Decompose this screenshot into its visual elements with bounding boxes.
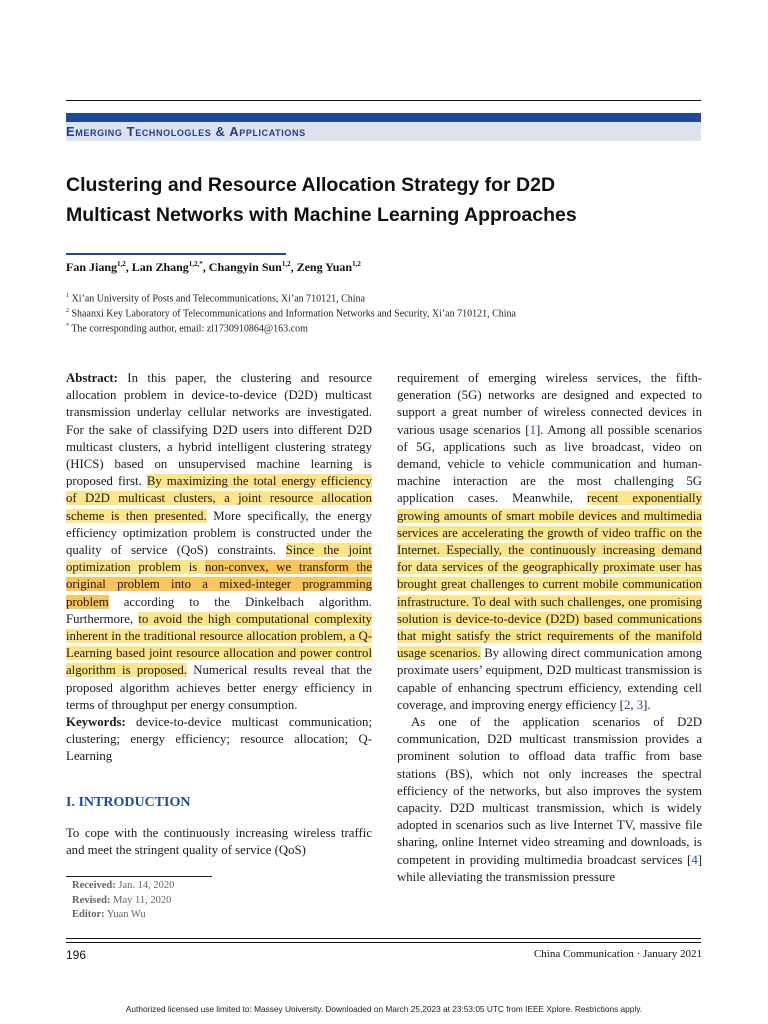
footnote-label: Revised: (72, 894, 111, 906)
citation-link[interactable]: 3 (636, 697, 644, 712)
affiliation-mark: 1 (66, 293, 69, 299)
left-column (66, 370, 372, 766)
intro-paragraph-2 (397, 714, 702, 886)
author-separator: , (290, 260, 297, 274)
top-rule (66, 100, 701, 101)
abstract (66, 370, 372, 714)
author-name: Lan Zhang (131, 260, 189, 274)
page-number: 196 (66, 948, 87, 962)
affiliation-2 (66, 308, 516, 319)
author-name: Zeng Yuan (296, 260, 353, 274)
citation-link[interactable]: 1 (529, 422, 536, 437)
highlight-annotation-strong[interactable]: non-convex, we transform the original problem into a mixed-integer programming problem (66, 560, 373, 609)
footer-rule-secondary (66, 942, 701, 943)
title-underline (66, 253, 286, 255)
author-affiliation-mark: 1,2,* (188, 260, 203, 268)
footnote-received (72, 879, 174, 894)
section-heading-introduction: I. INTRODUCTION (66, 795, 191, 810)
citation-link[interactable]: 2 (623, 697, 631, 712)
citation-link[interactable]: 4 (691, 852, 698, 867)
highlight-annotation[interactable]: Since the joint optimization problem is (66, 543, 372, 575)
abstract-text: More specifically, the energy efficiency optimization problem is constructed under the quality of service (QoS) constraints. (66, 508, 372, 558)
right-column (397, 370, 702, 886)
author-affiliation-mark: 1,2 (352, 260, 361, 268)
body-text: ]. (643, 697, 651, 712)
footnote-label: Received: (72, 880, 116, 891)
affiliation-mark: * (66, 323, 69, 329)
affiliation-text: The corresponding author, email: zl1730910864@163.com (71, 323, 308, 335)
author-separator: , (202, 260, 209, 274)
footnote-value: Yuan Wu (104, 909, 146, 920)
corresponding-author (66, 323, 308, 334)
footnote-editor (72, 908, 174, 923)
author-list (66, 260, 361, 275)
author-affiliation-mark: 1,2 (117, 260, 126, 268)
license-notice: Authorized licensed use limited to: Massey University. Downloaded on March 25,2023 at 23:53:05 UTC from IEEE Xplore. Restrictions apply. (125, 1004, 643, 1014)
body-text: By allowing direct communication among proximate users’ equipment, D2D multicast transmission is capable of enhancing spectrum efficiency, extending cell coverage, and improving energy efficiency [ (397, 646, 702, 712)
affiliation-mark: 2 (66, 308, 69, 314)
footnote-label: Editor: (72, 909, 105, 920)
section-band-light (66, 122, 701, 141)
author-name: Fan Jiang (66, 260, 118, 274)
affiliation-text: Shaanxi Key Laboratory of Telecommunications and Information Networks and Security, Xi’an 710121, China (71, 308, 516, 320)
footer-rule (66, 938, 701, 939)
keywords-label: Keywords: (66, 715, 126, 730)
keywords (66, 714, 372, 766)
footnote-value: May 11, 2020 (110, 894, 172, 906)
body-text: As one of the application scenarios of D2D communication, D2D multicast transmission provides a prominent solution to offload data traffic from base stations (BS), which not only increases the spectral efficiency of the networks, but also improves the system capacity. D2D multicast transmission, which is widely adopted in scenarios such as live Internet TV, massive file sharing, online Internet video streaming and downloads, is competent in providing multimedia broadcast services [ (397, 715, 702, 867)
highlight-annotation[interactable]: to avoid the high computational complexity inherent in the traditional resource allocation problem, a Q-Learning based joint resource allocation and power control algorithm is proposed. (66, 611, 373, 678)
abstract-text: In this paper, the clustering and resource allocation problem in device-to-device (D2D) multicast transmission underlay cellular networks are investigated. For the sake of classifying D2D users into different D2D multicast clusters, a hybrid intelligent clustering strategy (HICS) based on unsupervised machine learning is proposed first. (66, 371, 372, 489)
section-band (66, 113, 701, 141)
author-affiliation-mark: 1,2 (281, 260, 291, 268)
footnote-rule (66, 876, 212, 877)
keywords-text: device-to-device multicast communication; clustering; energy efficiency; resource allocation; Q-Learning (66, 715, 372, 764)
footnotes (72, 879, 174, 923)
abstract-text: according to the Dinkelbach algorithm. Furthermore, (66, 594, 372, 626)
footnote-value: Jan. 14, 2020 (115, 880, 175, 891)
intro-continued (397, 370, 702, 714)
intro-text: To cope with the continuously increasing wireless traffic and meet the stringent quality of service (QoS) (66, 826, 372, 858)
affiliation-1 (66, 293, 365, 304)
introduction-paragraph (66, 825, 372, 859)
body-text: ]. Among all possible scenarios of 5G, applications such as live broadcast, video on demand, vehicle to vehicle communication and human-machine interaction are the most challenging 5G application cases. Meanwhile, (397, 422, 702, 506)
author-name: Changyin Sun (208, 260, 282, 274)
paper-title-line-1: Clustering and Resource Allocation Strategy for D2D (66, 174, 556, 196)
body-text: ] while alleviating the transmission pressure (397, 852, 702, 884)
highlight-annotation[interactable]: By maximizing the total energy efficiency of D2D multicast clusters, a joint resource allocation scheme is then presented. (66, 474, 372, 523)
body-text: requirement of emerging wireless services, the fifth-generation (5G) networks are designed and expected to support a great number of wireless connected devices in various usage scenarios [ (397, 371, 702, 437)
body-text: , (630, 697, 637, 712)
footnote-revised (72, 894, 174, 909)
journal-name: China Communication · January 2021 (533, 948, 702, 960)
section-label: Emerging Technologles & Applications (66, 124, 306, 139)
paper-title (66, 170, 706, 230)
paper-title-line-2: Multicast Networks with Machine Learning Approaches (66, 204, 577, 226)
affiliation-text: Xi’an University of Posts and Telecommunications, Xi’an 710121, China (71, 293, 366, 305)
author-separator: , (125, 260, 132, 274)
abstract-text: Numerical results reveal that the proposed algorithm achieves better energy efficiency in terms of throughput per energy consumption. (66, 663, 372, 712)
abstract-label: Abstract: (66, 371, 118, 385)
highlight-annotation[interactable]: recent exponentially growing amounts of smart mobile devices and multimedia services are accelerating the growth of video traffic on the Internet. Especially, the continuously increasing demand for data services of the geographically proximate user has brought great challenges to current mobile communication infrastructure. To deal with such challenges, one promising solution is device-to-device (D2D) based communications that might satisfy the strict requirements of the manifold usage scenarios. (397, 491, 703, 661)
section-band-dark (66, 113, 701, 122)
